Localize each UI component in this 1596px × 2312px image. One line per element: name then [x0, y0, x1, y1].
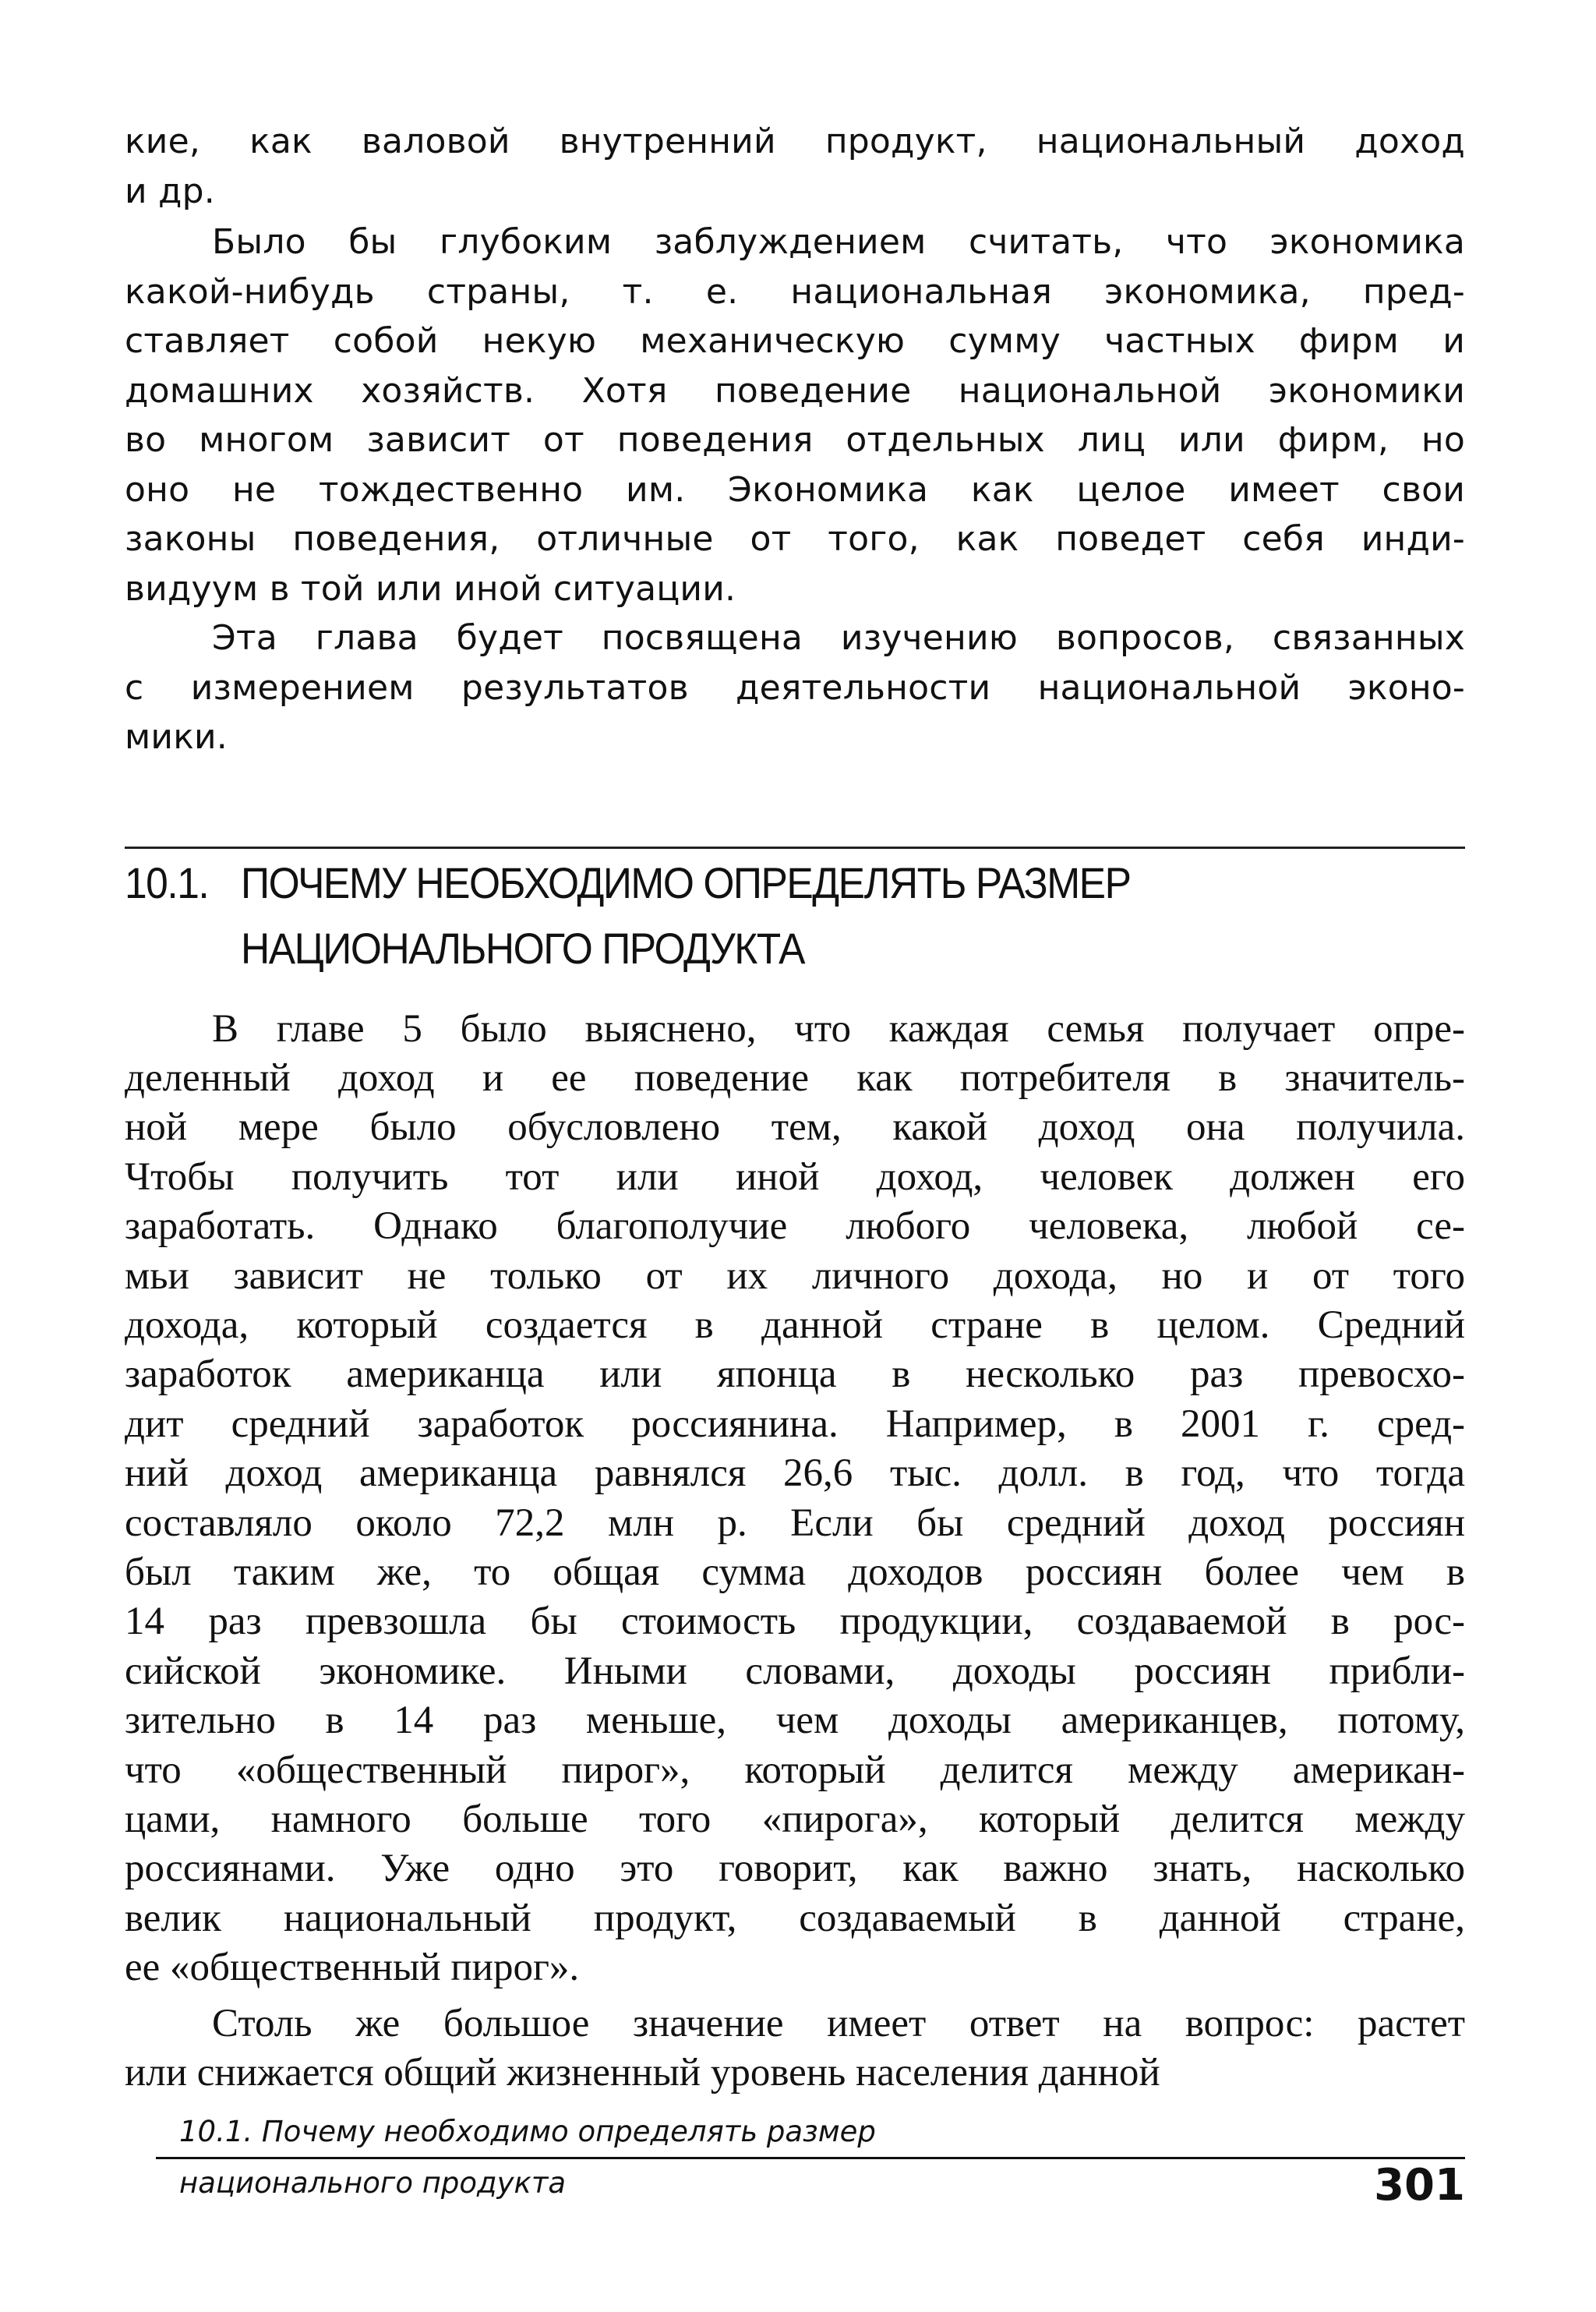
text-line: какой-нибудь страны, т. е. национальная экономика, пред- — [125, 271, 1465, 312]
section-number: 10.1. — [125, 857, 209, 907]
page-number: 301 — [1374, 2160, 1465, 2211]
page-footer — [156, 2109, 1465, 2218]
paragraph-chapter-intro — [125, 613, 1465, 762]
text-line: оно не тождественно им. Экономика как целое имеет свои — [125, 469, 1465, 510]
text-line: заработок американца или японца в несколько раз превосхо- — [125, 1352, 1465, 1397]
text-line: дит средний заработок россиянина. Например, в 2001 г. сред- — [125, 1402, 1465, 1446]
text-line: видуум в той или иной ситуации. — [125, 568, 736, 609]
text-line: Эта глава будет посвящена изучению вопросов, связанных — [212, 618, 1465, 658]
footer-rule — [156, 2157, 1465, 2159]
section-title: ПОЧЕМУ НЕОБХОДИМО ОПРЕДЕЛЯТЬ РАЗМЕР НАЦИОНАЛЬНОГО ПРОДУКТА — [241, 857, 1131, 973]
paragraph-national-product — [125, 1005, 1465, 1993]
text-line: мики. — [125, 717, 228, 757]
text-line: ставляет собой некую механическую сумму частных фирм и — [125, 321, 1465, 361]
running-head-line1: 10.1. Почему необходимо определять размер — [179, 2115, 876, 2148]
text-line: ее «общественный пирог». — [125, 1946, 580, 1990]
text-line: Было бы глубоким заблуждением считать, что экономика — [212, 222, 1465, 262]
text-line: велик национальный продукт, создаваемый в данной стране, — [125, 1896, 1465, 1940]
text-line: В главе 5 было выяснено, что каждая семья получает опре- — [212, 1006, 1465, 1051]
text-line: россиянами. Уже одно это говорит, как важно знать, насколько — [125, 1847, 1465, 1891]
text-line: дохода, который создается в данной стране в целом. Средний — [125, 1303, 1465, 1347]
text-line: Столь же большое значение имеет ответ на вопрос: растет — [212, 2001, 1465, 2045]
text-line: деленный доход и ее поведение как потребителя в значитель- — [125, 1055, 1465, 1100]
text-line: цами, намного больше того «пирога», который делится между — [125, 1798, 1465, 1841]
paragraph-continuation — [125, 117, 1465, 216]
text-line: ний доход американца равнялся 26,6 тыс. долл. в год, что тогда — [125, 1451, 1465, 1496]
text-line: заработать. Однако благополучие любого человека, любой се- — [125, 1204, 1465, 1249]
section-heading — [125, 850, 1358, 981]
text-line: сийской экономике. Иными словами, доходы россиян прибли- — [125, 1649, 1465, 1693]
text-line: законы поведения, отличные от того, как поведет себя инди- — [125, 519, 1465, 559]
running-head-line2: национального продукта — [179, 2166, 567, 2200]
text-line: зительно в 14 раз меньше, чем доходы американцев, потому, — [125, 1699, 1465, 1743]
text-line: мьи зависит не только от их личного дохода, но и от того — [125, 1253, 1465, 1298]
text-line: был таким же, то общая сумма доходов россиян более чем в — [125, 1550, 1465, 1594]
text-line: составляло около 72,2 млн р. Если бы средний доход россиян — [125, 1501, 1465, 1545]
text-line: что «общественный пирог», который делится между американ- — [125, 1748, 1465, 1792]
text-line: во многом зависит от поведения отдельных лиц или фирм, но — [125, 420, 1465, 460]
text-line: 14 раз превзошла бы стоимость продукции, создаваемой в рос- — [125, 1600, 1465, 1644]
text-line: ной мере было обусловлено тем, какой доход она получила. — [125, 1105, 1465, 1150]
text-line: или снижается общий жизненный уровень населения данной — [125, 2051, 1160, 2095]
text-line: кие, как валовой внутренний продукт, национальный доход — [125, 122, 1465, 161]
section-divider — [125, 847, 1465, 849]
text-line: Чтобы получить тот или иной доход, человек должен его — [125, 1154, 1465, 1199]
paragraph-living-standard — [125, 1999, 1465, 2098]
text-line: с измерением результатов деятельности национальной эконо- — [125, 667, 1465, 708]
text-line: домашних хозяйств. Хотя поведение национальной экономики — [125, 370, 1465, 411]
text-line: и др. — [125, 171, 215, 211]
paragraph-misconception — [125, 217, 1465, 613]
page-content — [125, 117, 1465, 2098]
